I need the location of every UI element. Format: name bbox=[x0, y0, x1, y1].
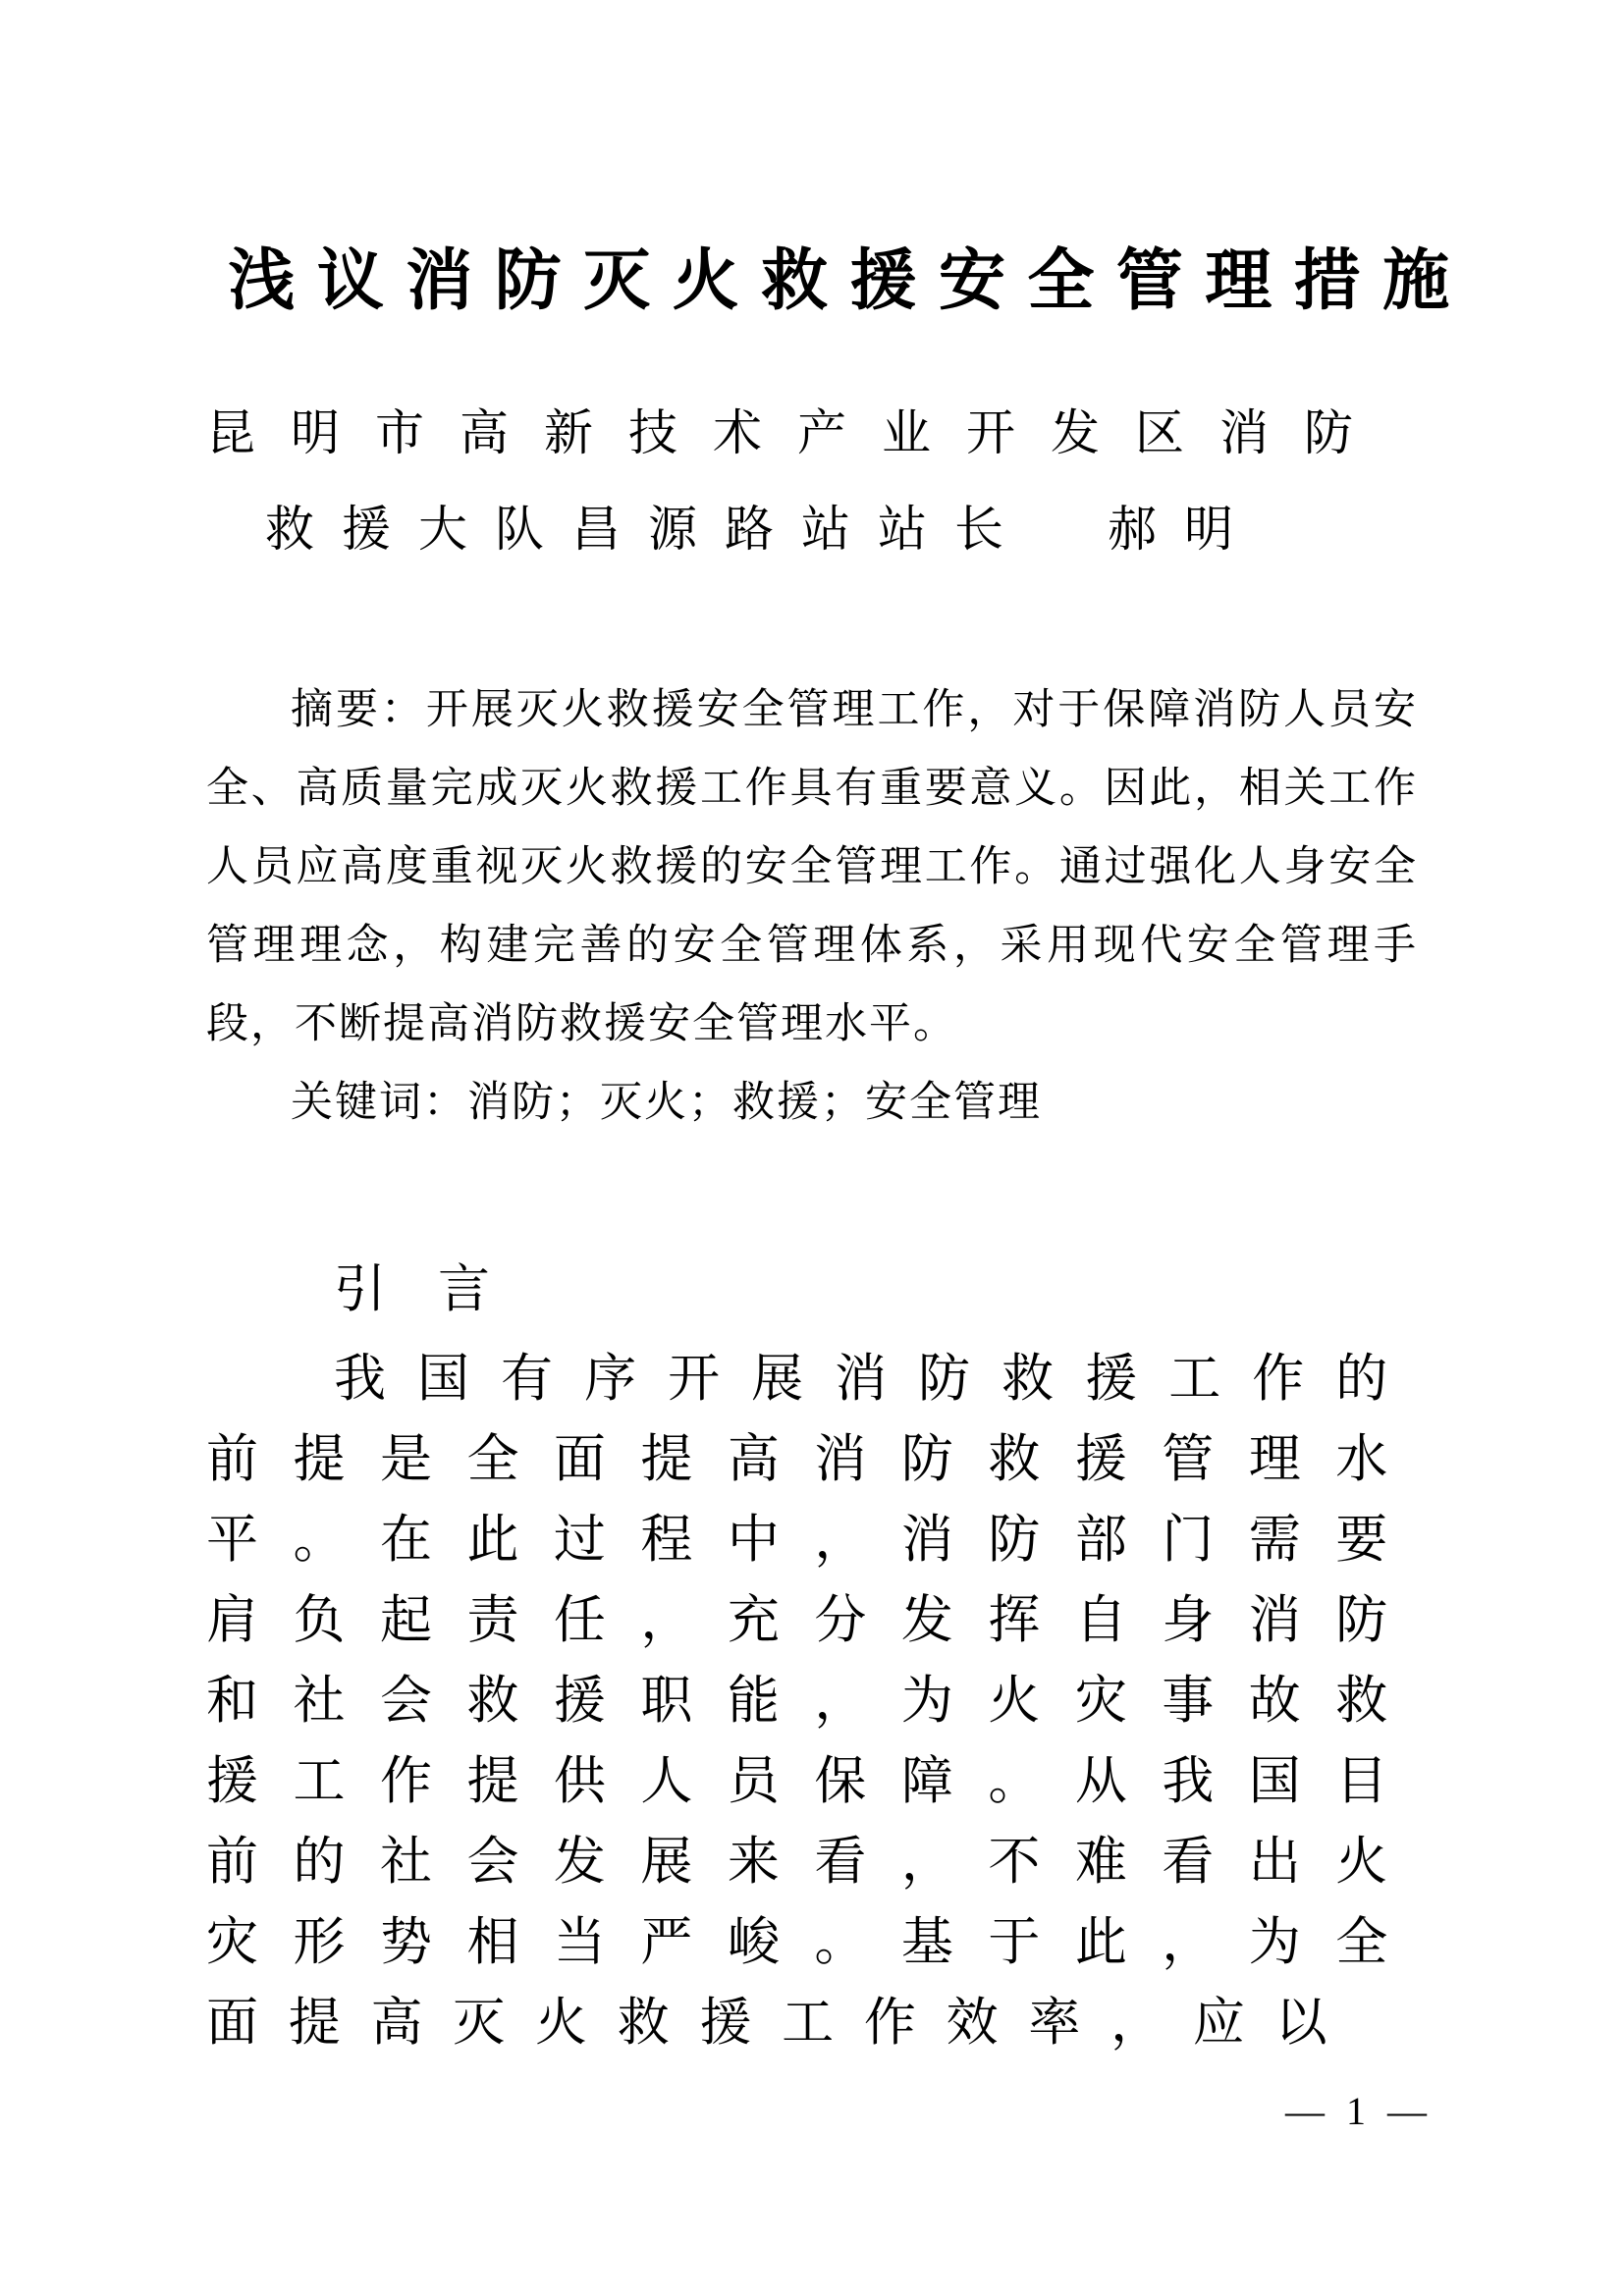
author-line-1: 昆明市高新技术产业开发区消防 bbox=[206, 405, 1388, 460]
author-block bbox=[206, 385, 1418, 577]
page-number: — 1 — bbox=[1285, 2089, 1433, 2133]
abstract-paragraph: 摘要：开展灭火救援安全管理工作，对于保障消防人员安全、高质量完成灭火救援工作具有重要意义。因此，相关工作人员应高度重视灭火救援的安全管理工作。通过强化人身安全管理理念，构建完善的安全管理体系，采用现代安全管理手段，不断提高消防救援安全管理水平。 bbox=[206, 686, 1418, 1047]
document-title: 浅议消防灭火救援安全管理措施 bbox=[228, 243, 1472, 318]
section-heading-introduction: 引 言 bbox=[334, 1261, 490, 1318]
body-paragraph: 我国有序开展消防救援工作的前提是全面提高消防救援管理水平。在此过程中，消防部门需要肩负起责任，充分发挥自身消防和社会救援职能，为火灾事故救援工作提供人员保障。从我国目前的社会发展来看，不难看出火灾形势相当严峻。基于此，为全面提高灭火救援工作效率，应以 bbox=[206, 1351, 1418, 2052]
author-line-2: 救援大队昌源路站站长 郝明 bbox=[265, 502, 1261, 557]
keywords-line: 关键词：消防；灭火；救援；安全管理 bbox=[291, 1079, 1042, 1126]
